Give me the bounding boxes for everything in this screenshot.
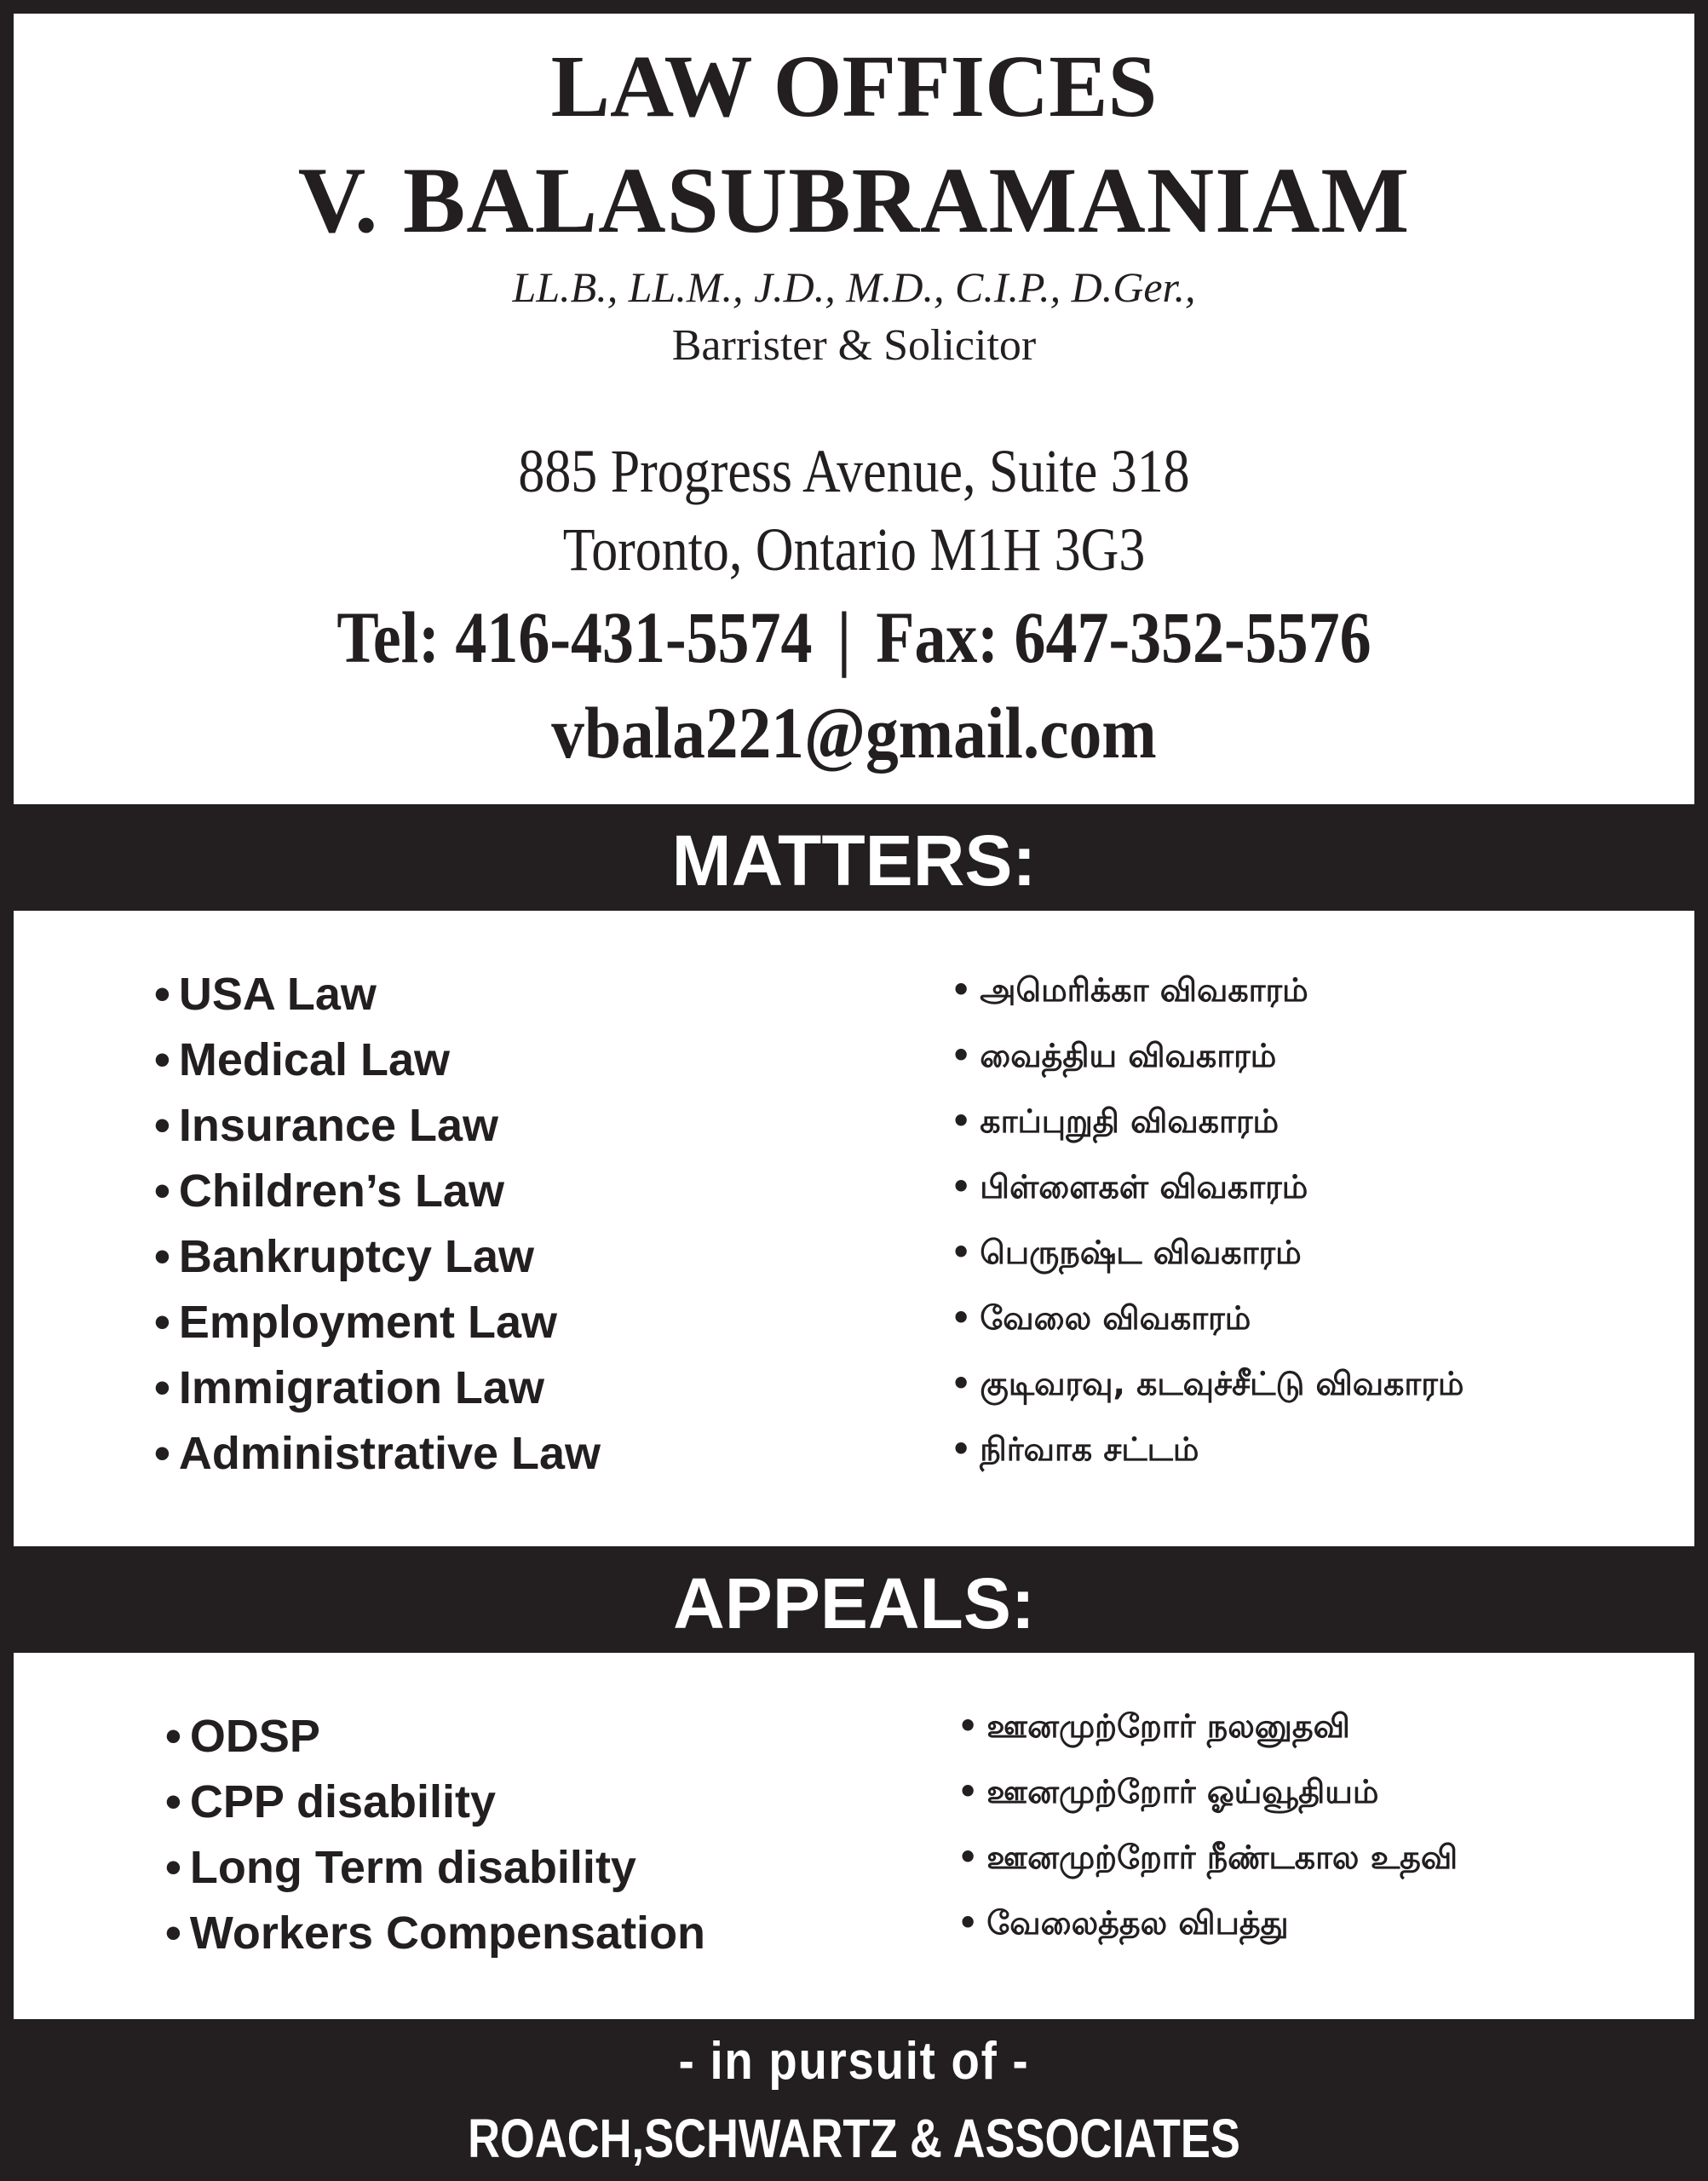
address-line-2: Toronto, Ontario M1H 3G3 (562, 515, 1146, 584)
bullet-icon: • (951, 1365, 972, 1402)
list-item: • Children’s Law (154, 1159, 601, 1224)
bullet-icon: • (154, 1100, 170, 1151)
bullet-icon: • (154, 1362, 170, 1413)
bullet-icon: • (951, 1234, 972, 1271)
list-item: • ODSP (165, 1704, 705, 1770)
telephone-number: Tel: 416-431-5574 (336, 596, 813, 678)
separator: | (837, 596, 852, 678)
list-item: • ஊனமுற்றோர் நீண்டகால உதவி (958, 1825, 1458, 1890)
bullet-icon: • (154, 1297, 170, 1348)
credentials: LL.B., LL.M., J.D., M.D., C.I.P., D.Ger., (512, 263, 1196, 311)
bullet-icon: • (951, 971, 972, 1009)
professional-title: Barrister & Solicitor (671, 321, 1037, 370)
list-item: • Medical Law (154, 1027, 601, 1093)
list-item: • அமெரிக்கா விவகாரம் (951, 958, 1464, 1023)
appeals-heading: APPEALS: (673, 1563, 1035, 1643)
appeals-english-list (165, 1704, 705, 1966)
matters-tamil-list (951, 958, 1464, 1482)
bullet-icon: • (154, 1428, 170, 1479)
header-panel (14, 14, 1694, 804)
list-item: • காப்புறுதி விவகாரம் (951, 1089, 1464, 1154)
list-item: • பெருநஷ்ட விவகாரம் (951, 1220, 1464, 1286)
bullet-icon: • (951, 1102, 972, 1140)
bullet-icon: • (165, 1842, 181, 1893)
bullet-icon: • (154, 969, 170, 1020)
bullet-icon: • (165, 1908, 181, 1959)
list-item: • Workers Compensation (165, 1901, 705, 1966)
list-item: • Immigration Law (154, 1355, 601, 1421)
bullet-icon: • (165, 1776, 181, 1827)
appeals-panel (14, 1653, 1694, 2019)
list-item: • Insurance Law (154, 1093, 601, 1159)
bullet-icon: • (154, 1165, 170, 1217)
bullet-icon: • (951, 1168, 972, 1206)
footer-firm-name: ROACH,SCHWARTZ & ASSOCIATES (468, 2108, 1240, 2169)
list-item: • Bankruptcy Law (154, 1224, 601, 1290)
matters-panel (14, 911, 1694, 1546)
footer-tagline: - in pursuit of - (678, 2032, 1030, 2091)
bullet-icon: • (154, 1231, 170, 1282)
bullet-icon: • (958, 1839, 979, 1876)
address-line-1: 885 Progress Avenue, Suite 318 (518, 437, 1190, 505)
list-item: • வைத்திய விவகாரம் (951, 1023, 1464, 1089)
list-item: • Long Term disability (165, 1835, 705, 1901)
appeals-tamil-list (958, 1694, 1458, 1956)
list-item: • ஊனமுற்றோர் நலனுதவி (958, 1694, 1458, 1759)
list-item: • நிர்வாக சட்டம் (951, 1417, 1464, 1482)
email-address: vbala221@gmail.com (551, 692, 1157, 774)
list-item: • வேலை விவகாரம் (951, 1286, 1464, 1351)
bullet-icon: • (951, 1299, 972, 1337)
phone-fax-line (131, 596, 1577, 678)
bullet-icon: • (958, 1904, 979, 1942)
bullet-icon: • (958, 1707, 979, 1745)
matters-english-list (154, 962, 601, 1487)
bullet-icon: • (951, 1430, 972, 1468)
list-item: • Employment Law (154, 1290, 601, 1355)
bullet-icon: • (958, 1773, 979, 1810)
bullet-icon: • (154, 1034, 170, 1085)
list-item: • வேலைத்தல விபத்து (958, 1890, 1458, 1956)
matters-heading: MATTERS: (671, 820, 1037, 901)
fax-number: Fax: 647-352-5576 (876, 596, 1372, 678)
list-item: • ஊனமுற்றோர் ஓய்வூதியம் (958, 1759, 1458, 1825)
bullet-icon: • (165, 1711, 181, 1762)
attorney-name: V. BALASUBRAMANIAM (297, 148, 1411, 252)
list-item: • பிள்ளைகள் விவகாரம் (951, 1154, 1464, 1220)
office-label: LAW OFFICES (550, 37, 1158, 135)
list-item: • Administrative Law (154, 1421, 601, 1487)
list-item: • USA Law (154, 962, 601, 1027)
list-item: • CPP disability (165, 1770, 705, 1835)
bullet-icon: • (951, 1037, 972, 1074)
list-item: • குடிவரவு, கடவுச்சீட்டு விவகாரம் (951, 1351, 1464, 1417)
